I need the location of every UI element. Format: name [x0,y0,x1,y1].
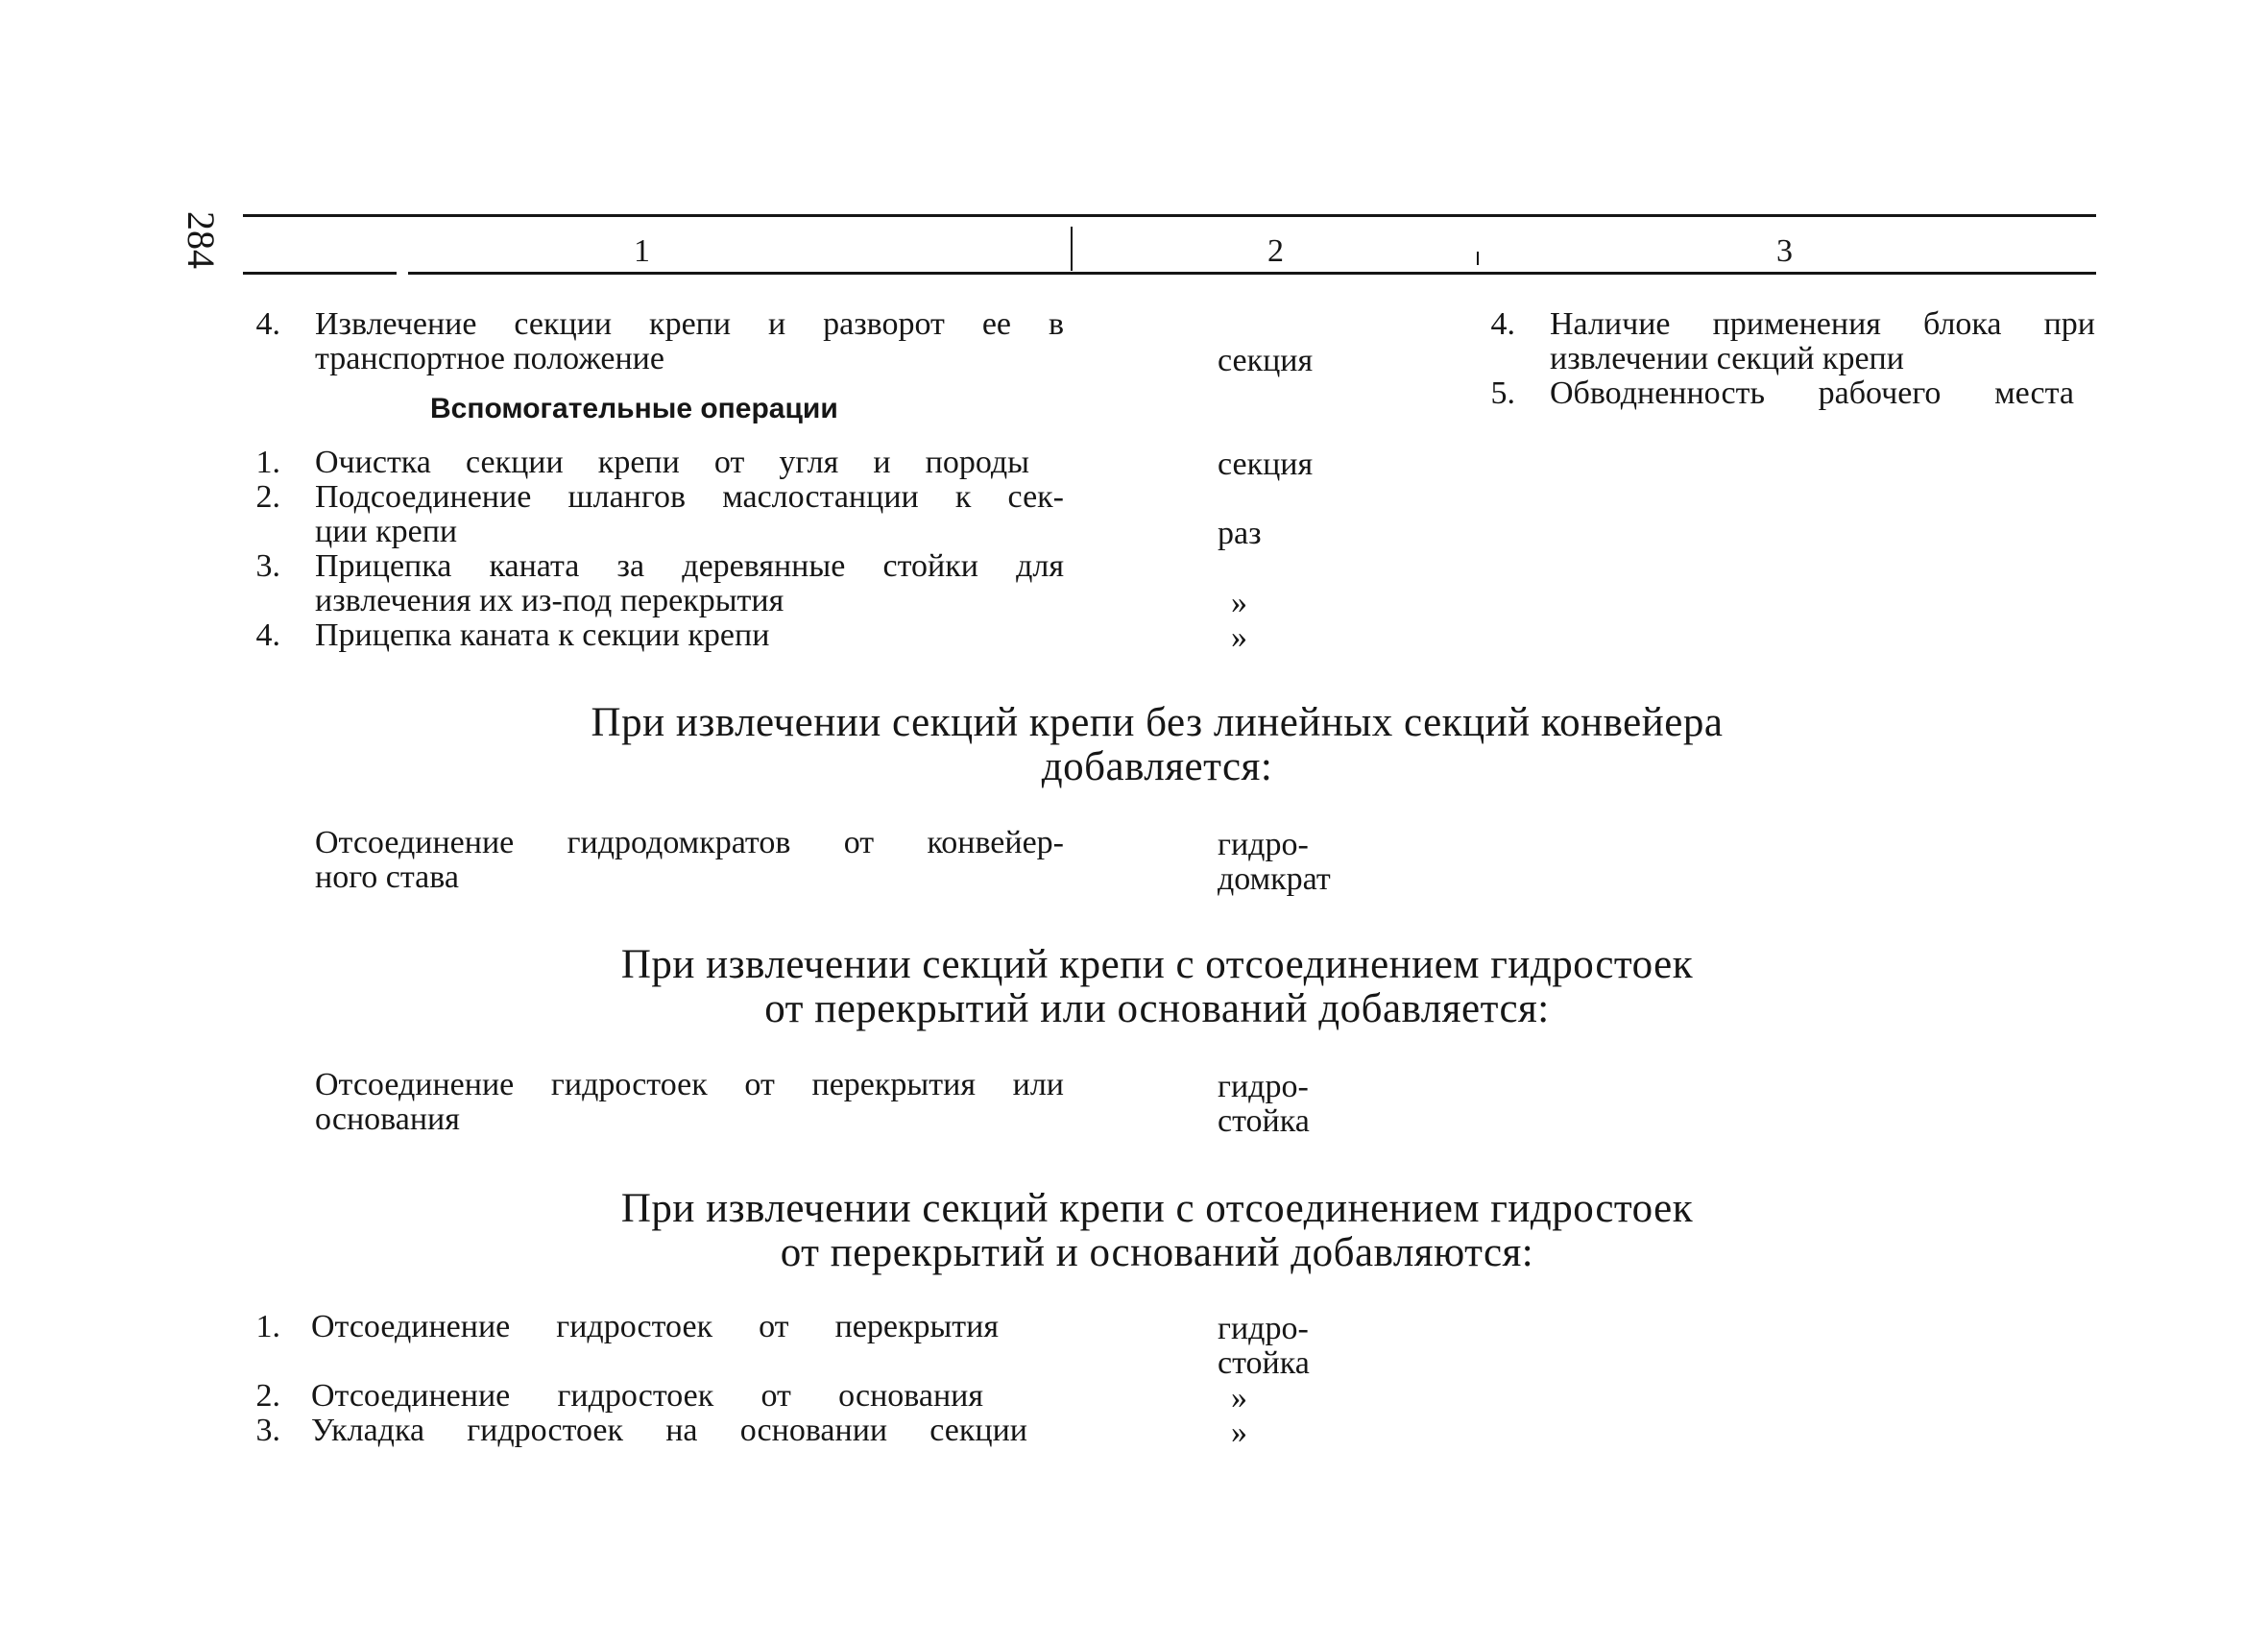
aux-item-unit: » [1231,619,1247,655]
section-item-number: 2. [255,1378,280,1414]
section-heading: При извлечении секций крепи без линейных секций конвейера [591,700,1724,745]
header-divider-2 [1477,252,1479,265]
section-item-unit-continued: стойка [1218,1345,1310,1381]
section-item-number: 3. [255,1413,280,1448]
section-item-unit-continued: стойка [1218,1103,1310,1139]
aux-item-unit: секция [1218,447,1314,482]
section-item-text: Отсоединение гидродомкратов от конвейер- [315,825,1064,860]
header-divider-1 [1071,227,1073,271]
section-item-unit: » [1231,1380,1247,1415]
note-text-continued: извлечении секций крепи [1550,341,1904,376]
aux-item-text-continued: извлечения их из-под перекрытия [315,583,784,618]
section-item-unit: гидро- [1218,1069,1309,1104]
aux-item-number: 4. [255,617,280,653]
item-unit: секция [1218,343,1314,378]
item-text: Извлечение секции крепи и разворот ее в [315,306,1064,342]
aux-item-number: 1. [255,445,280,480]
header-bottom-rule [408,272,2096,275]
section-item-text-continued: основания [315,1101,460,1137]
section-item-unit: гидро- [1218,1311,1309,1346]
section-heading-continued: от перекрытий и оснований добавляются: [780,1230,1534,1275]
section-item-unit: » [1231,1415,1247,1450]
aux-item-number: 3. [255,548,280,584]
item-number: 4. [255,306,280,342]
aux-item-text: Подсоединение шлангов маслостанции к сек- [315,479,1064,515]
aux-item-text: Прицепка каната за деревянные стойки для [315,548,1064,584]
section-item-text: Отсоединение гидростоек от перекрытия [311,1309,999,1344]
note-text: Обводненность рабочего места [1550,375,2074,411]
section-item-unit: гидро- [1218,827,1309,862]
note-text: Наличие применения блока при [1550,306,2095,342]
section-item-unit-continued: домкрат [1218,861,1331,897]
section-heading-continued: добавляется: [1041,744,1273,789]
aux-item-text-continued: ции крепи [315,514,458,549]
item-text-continued: транспортное положение [315,341,664,376]
section-item-number: 1. [255,1309,280,1344]
section-item-text: Отсоединение гидростоек от основания [311,1378,983,1414]
section-heading: При извлечении секций крепи с отсоединением гидростоек [620,1186,1694,1231]
column-header-1: 1 [634,233,650,269]
section-heading: При извлечении секций крепи с отсоединением гидростоек [620,942,1694,987]
section-item-text: Отсоединение гидростоек от перекрытия или [315,1067,1064,1102]
column-header-2: 2 [1267,233,1284,269]
section-item-text: Укладка гидростоек на основании секции [311,1413,1027,1448]
section-item-text-continued: ного става [315,859,459,895]
section-heading-continued: от перекрытий или оснований добавляется: [764,986,1550,1031]
auxiliary-title: Вспомогательные операции [430,393,838,424]
header-top-rule [243,214,2096,217]
aux-item-number: 2. [255,479,280,515]
note-number: 4. [1490,306,1515,342]
page-number: 284 [180,211,223,269]
aux-item-text: Прицепка каната к секции крепи [315,617,770,653]
note-number: 5. [1490,375,1515,411]
aux-item-unit: » [1231,585,1247,620]
header-bottom-rule-left [243,272,397,275]
column-header-3: 3 [1776,233,1793,269]
aux-item-unit: раз [1218,516,1262,551]
aux-item-text: Очистка секции крепи от угля и породы [315,445,1029,480]
